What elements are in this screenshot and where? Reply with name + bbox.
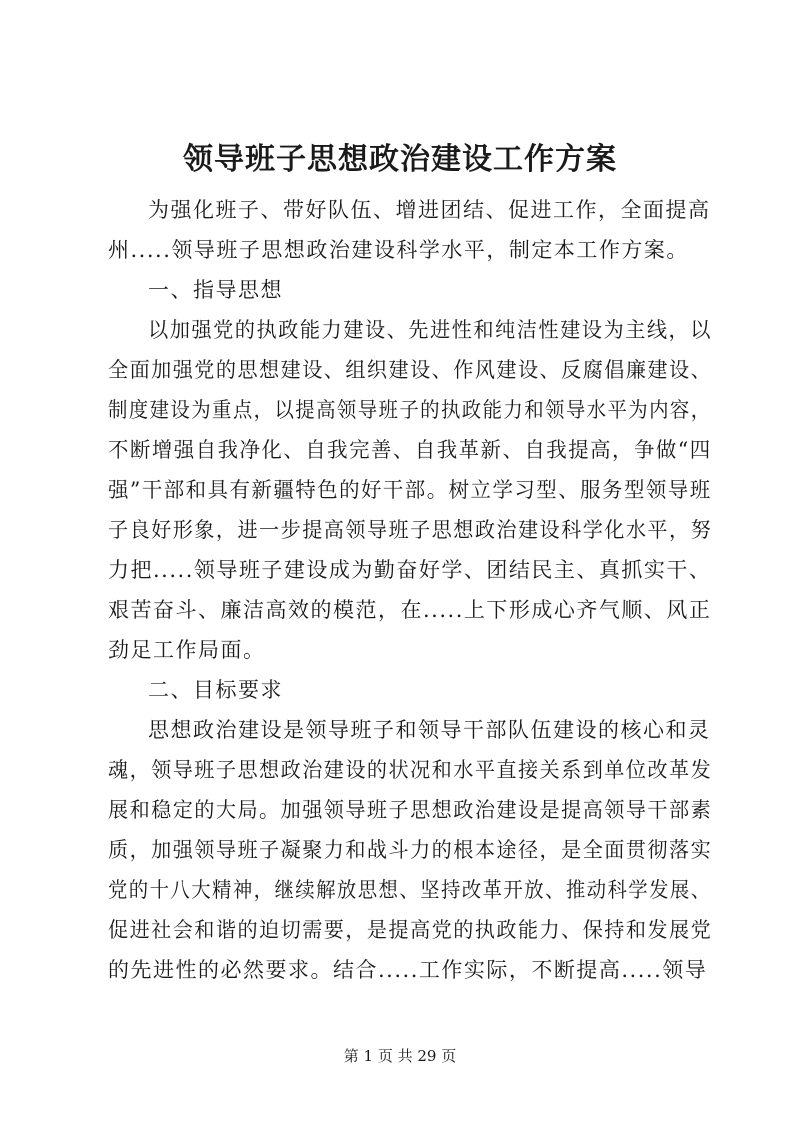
paragraph-line: 全面加强党的思想建设、组织建设、作风建设、反腐倡廉建设、 (108, 358, 713, 382)
paragraph-line: 思想政治建设是领导班子和领导干部队伍建设的核心和灵 (148, 718, 711, 742)
page-footer: 第 1 页 共 29 页 (343, 1047, 457, 1065)
paragraph-line: 子良好形象，进一步提高领导班子思想政治建设科学化水平，努 (108, 518, 713, 542)
paragraph-line: 的先进性的必然要求。结合.....工作实际，不断提高.....领导 (108, 958, 708, 982)
paragraph-line: 制度建设为重点，以提高领导班子的执政能力和领导水平为内容， (108, 398, 712, 422)
paragraph-line: 为强化班子、带好队伍、增进团结、促进工作，全面提高 (148, 198, 711, 222)
section-heading: 二、目标要求 (148, 678, 283, 702)
paragraph-line: 不断增强自我净化、自我完善、自我革新、自我提高，争做“四 (108, 438, 712, 462)
paragraph-line: 党的十八大精神，继续解放思想、坚持改革开放、推动科学发展、 (108, 878, 712, 902)
paragraph-line: 州.....领导班子思想政治建设科学水平，制定本工作方案。 (108, 238, 689, 262)
paragraph-line: 展和稳定的大局。加强领导班子思想政治建设是提高领导干部素 (108, 798, 713, 822)
paragraph-line: 力把.....领导班子建设成为勤奋好学、团结民主、真抓实干、 (108, 558, 712, 582)
document-title: 领导班子思想政治建设工作方案 (183, 142, 617, 177)
paragraph-line: 以加强党的执政能力建设、先进性和纯洁性建设为主线，以 (148, 318, 712, 342)
paragraph-line: 魂，领导班子思想政治建设的状况和水平直接关系到单位改革发 (108, 758, 713, 782)
paragraph-line: 劲足工作局面。 (108, 638, 266, 662)
paragraph-line: 强”干部和具有新疆特色的好干部。树立学习型、服务型领导班 (108, 478, 712, 502)
paragraph-line: 质，加强领导班子凝聚力和战斗力的根本途径，是全面贯彻落实 (108, 838, 713, 862)
section-heading: 一、指导思想 (148, 278, 283, 302)
paragraph-line: 促进社会和谐的迫切需要，是提高党的执政能力、保持和发展党 (108, 918, 713, 942)
paragraph-line: 艰苦奋斗、廉洁高效的模范，在.....上下形成心齐气顺、风正 (108, 598, 712, 622)
